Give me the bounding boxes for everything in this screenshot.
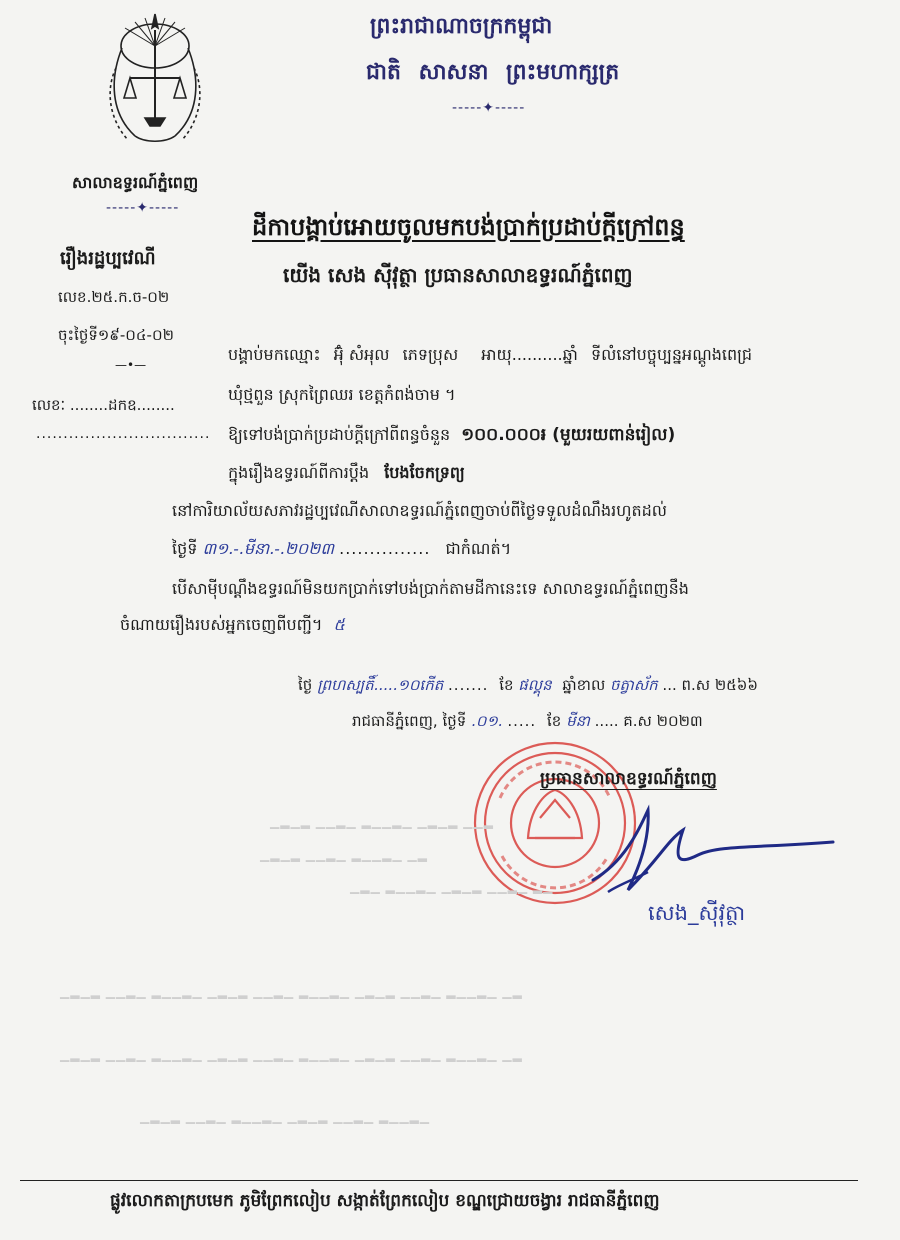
person-age: អាយុ..........ឆ្នាំ	[481, 345, 578, 364]
deadline-dots: ...............	[339, 539, 431, 558]
summons-prefix: បង្គាប់មកឈ្មោះ	[228, 345, 321, 364]
person-name: អ៊ុំ សំអុល	[333, 345, 390, 364]
lunar-era: ... ព.ស ២៥៦៦	[662, 676, 759, 694]
lunar-year-label: ឆ្នាំខាល	[562, 676, 606, 694]
footer-rule	[20, 1180, 858, 1181]
person-gender: ភេទប្រុស	[402, 345, 459, 364]
body-line-8	[120, 614, 345, 638]
body-line-3	[228, 424, 675, 449]
body-line-1	[228, 344, 752, 368]
lunar-dots: .......	[448, 676, 489, 694]
show-through-line: ▁▂▁▂ ▁▁▂▁ ▂▁▁▂▁ ▁▂▁▂ ▁▁▂	[270, 815, 494, 829]
reference-dots: ................................	[36, 426, 211, 442]
issuing-court-name: សាលាឧទ្ធរណ៍ភ្នំពេញ	[72, 173, 199, 192]
case-subject: បែងចែកទ្រព្យ	[384, 463, 465, 482]
divider-mark: —•—	[115, 358, 147, 372]
show-through-line: ▁▂▁ ▂▁▁▂▁ ▁▂▁▂ ▁▁▂▁ ▂▁	[350, 880, 554, 894]
body-line-7: បើសាម៉ីបណ្ដឹងឧទ្ធរណ៍មិនយកប្រាក់ទៅបង់ប្រាក់តាមដីកានេះទេ សាលាឧទ្ធរណ៍ភ្នំពេញនឹង	[172, 579, 689, 598]
body-line-6	[172, 538, 511, 562]
lunar-month-label: ខែ	[499, 676, 514, 694]
show-through-line: ▁▂▁▂ ▁▁▂▁ ▂▁▁▂▁ ▁▂▁▂ ▁▁▂▁ ▂▁▁▂▁ ▁▂▁▂ ▁▁▂▁ ▂▁▁▂▁ ▁▂	[60, 1048, 523, 1062]
solar-day: .០១.	[471, 712, 503, 730]
payment-prefix: ឱ្យទៅបង់ប្រាក់ប្រដាប់ក្ដីក្រៅពីពន្ធចំនួន	[228, 425, 451, 444]
lunar-prefix: ថ្ងៃ	[298, 676, 313, 694]
case-type: រឿងរដ្ឋប្បវេណី	[60, 248, 156, 269]
handwritten-mark: ៥	[333, 615, 345, 634]
solar-month-label: ខែ	[546, 712, 562, 730]
national-motto: ជាតិ សាសនា ព្រះមហាក្សត្រ	[366, 60, 620, 85]
reference-number: លេខៈ ........ដកឧ........	[32, 396, 175, 414]
case-date: ចុះថ្ងៃទី១៩-០៤-០២	[58, 326, 174, 344]
signer-title: ប្រធានសាលាឧទ្ធរណ៍ភ្នំពេញ	[540, 769, 717, 789]
kingdom-heading: ព្រះរាជាណាចក្រកម្ពុជា	[370, 14, 553, 39]
deadline-suffix: ជាកំណត់។	[445, 539, 512, 558]
issuer-line: យើង សេង ស៊ីវុត្ថា ប្រធានសាលាឧទ្ធរណ៍ភ្នំពេញ	[283, 263, 633, 287]
case-number: លេខ.២៥.ក.ច-០២	[58, 288, 170, 306]
court-ornament: -----✦-----	[106, 200, 180, 216]
deadline-prefix: ថ្ងៃទី	[172, 539, 198, 558]
solar-month: មីនា	[566, 712, 590, 730]
solar-dots: .....	[507, 712, 537, 730]
footer-address: ផ្លូវលោកតាក្របមេក ភូមិព្រែកលៀប សង្កាត់ព្រែកលៀប ខណ្ឌជ្រោយចង្វារ រាជធានីភ្នំពេញ	[110, 1191, 660, 1211]
lunar-day: ព្រហស្បតិ៍.....១០កើត	[317, 676, 444, 694]
handwritten-signature	[588, 800, 838, 910]
solar-era: ..... គ.ស ២០២៣	[594, 712, 703, 730]
deadline-date: ៣១.-.មីនា.-.២០២៣	[202, 539, 335, 558]
document-title: ដីកាបង្គាប់អោយចូលមកបង់ប្រាក់ប្រដាប់ក្ដីក្រៅពន្ធ	[252, 213, 685, 241]
lunar-year: ចត្វាស័ក	[610, 676, 658, 694]
header-ornament: -----✦-----	[452, 100, 526, 116]
show-through-line: ▁▂▁▂ ▁▁▂▁ ▂▁▁▂▁ ▁▂▁▂ ▁▁▂▁ ▂▁▁▂▁	[140, 1110, 431, 1124]
lunar-month: ផល្គុន	[518, 676, 552, 694]
royal-emblem-icon	[100, 8, 210, 153]
lunar-date-line	[298, 676, 758, 698]
removal-text: ចំណាយរឿងរបស់អ្នកចេញពីបញ្ជី។	[120, 615, 323, 634]
body-line-5: នៅការិយាល័យសភាវរដ្ឋប្បវេណីសាលាឧទ្ធរណ៍ភ្នំពេញចាប់ពីថ្ងៃទទួលដំណឹងរហូតដល់	[172, 501, 667, 520]
show-through-line: ▁▂▁▂ ▁▁▂▁ ▂▁▁▂▁ ▁▂▁▂ ▁▁▂▁ ▂▁▁▂▁ ▁▂▁▂ ▁▁▂▁ ▂▁▁▂▁ ▁▂	[60, 985, 523, 999]
show-through-line: ▁▂▁▂ ▁▁▂▁ ▂▁▁▂▁ ▁▂	[260, 848, 428, 862]
solar-date-line	[352, 712, 703, 734]
signer-name: សេង_ស៊ីវុត្ថា	[648, 901, 746, 925]
person-address: ទីលំនៅបច្ចុប្បន្នអណ្ដូងពេជ្រ	[590, 345, 753, 364]
body-line-2: ឃុំថ្មពួន ស្រុកព្រៃឈរ ខេត្តកំពង់ចាម ។	[228, 385, 456, 404]
payment-amount: ១០០.០០០៛ (មួយរយពាន់រៀល)	[461, 425, 676, 445]
body-line-4	[228, 462, 465, 486]
case-subject-prefix: ក្នុងរឿងឧទ្ធរណ៍ពីការប្ដឹង	[228, 463, 370, 482]
place-date-prefix: រាជធានីភ្នំពេញ, ថ្ងៃទី	[352, 712, 467, 730]
